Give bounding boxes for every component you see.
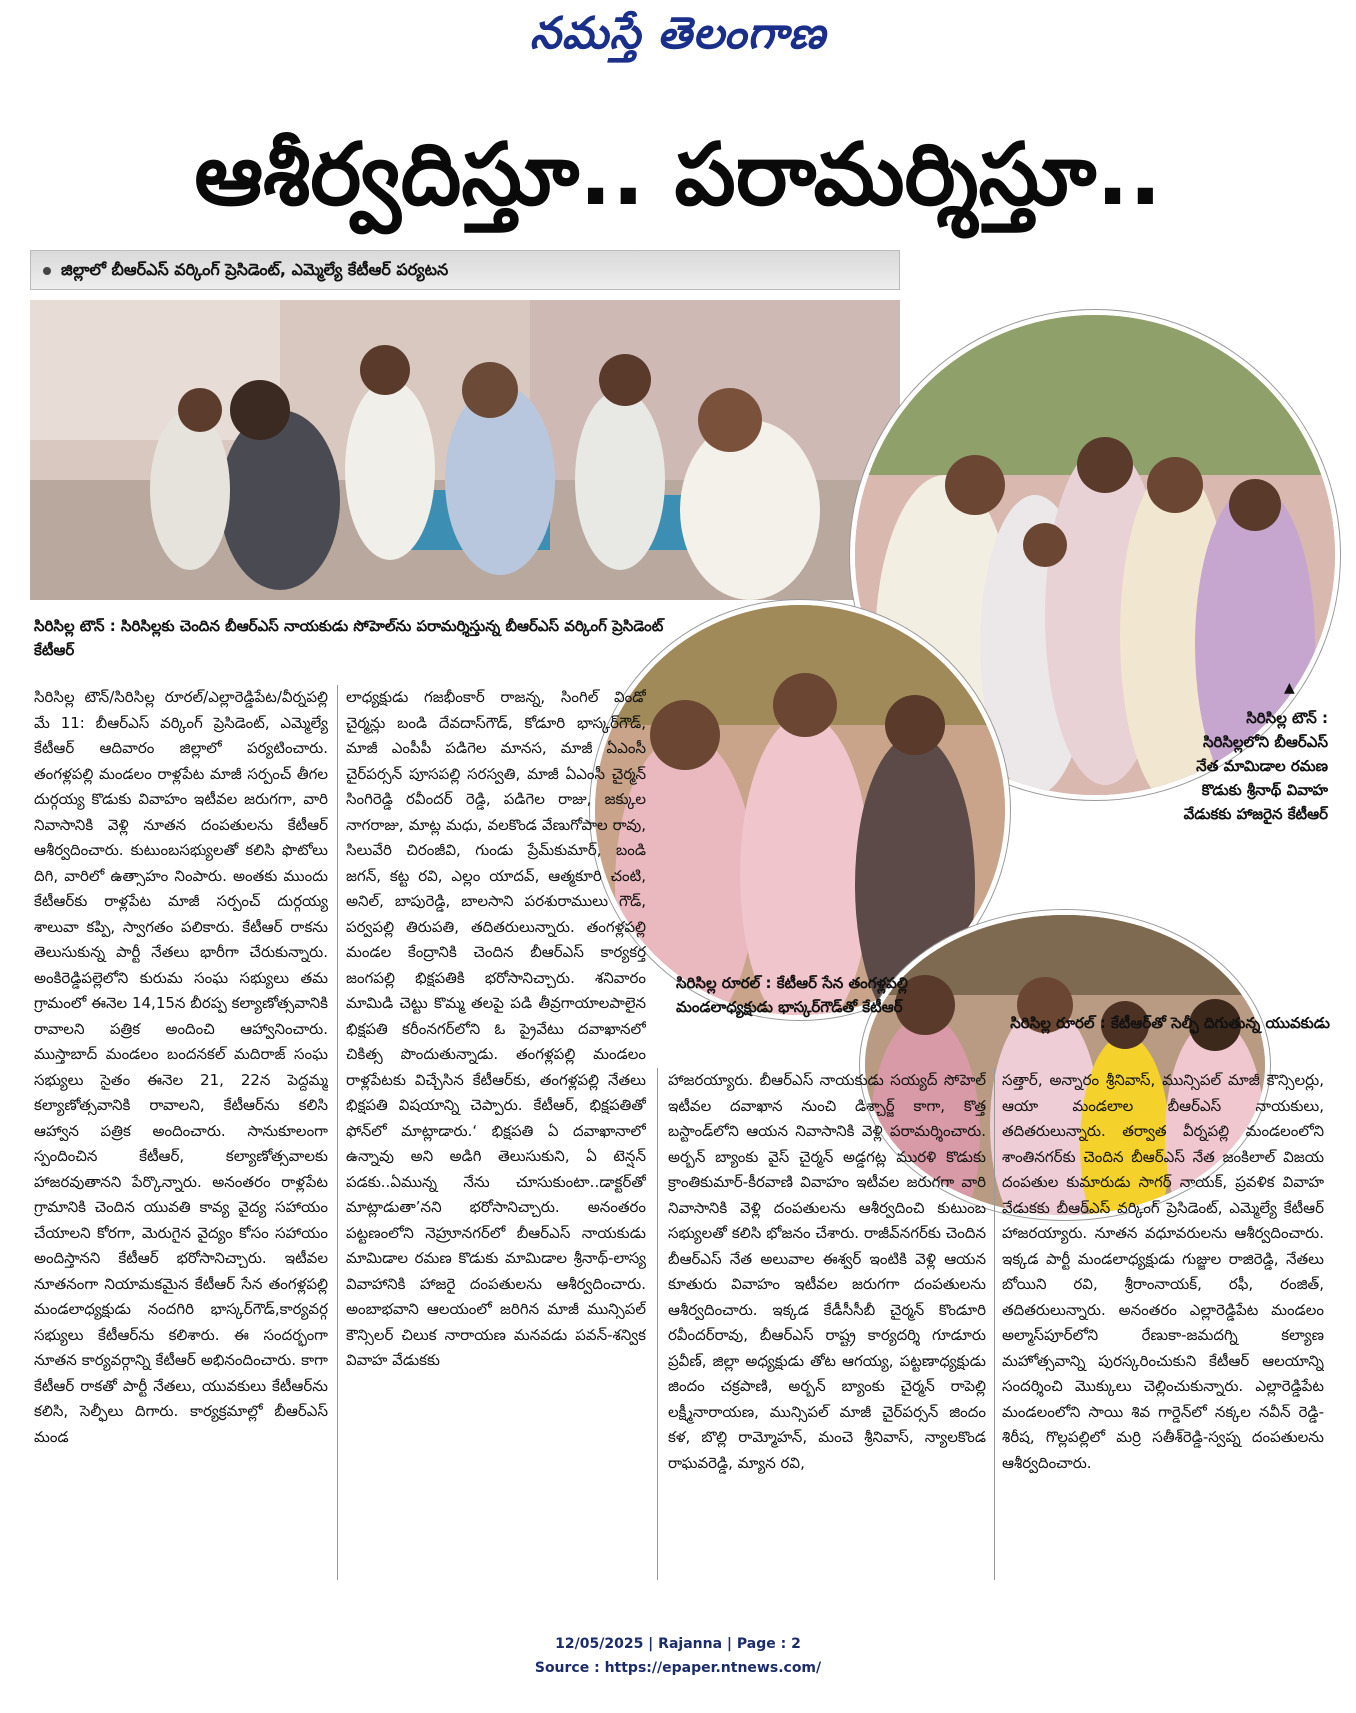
wedding-photo-caption: సిరిసిల్ల టౌన్ : సిరిసిల్లలోని బీఆర్ఎస్ నేత మామిడాల రమణ కొడుకు శ్రీనాథ్ వివాహ వేడుకకు హాజరైన కేటీఆర్ (1183, 709, 1328, 823)
article-column-4: సత్తార్, అన్నారం శ్రీనివాస్, మున్సిపల్ మాజీ కౌన్సిలర్లు, ఆయా మండలాల బీఆర్ఎస్ నాయకులు, తదితరులున్నారు. తర్వాత వీర్నపల్లి మండలంలోని శాంతినగర్‌కు చెందిన బీఆర్ఎస్ నేత జంకిలాల్ విజయ దంపతుల కుమారుడు సాగర్ నాయక్, ప్రవళిక వివాహ వేడుకకు బీఆర్ఎస్ వర్కింగ్ ప్రెసిడెంట్, ఎమ్మెల్యే కేటీఆర్ హాజరయ్యారు. నూతన వధూవరులను ఆశీర్వదించారు. ఇక్కడ పార్టీ మండలాధ్యక్షుడు గుజ్జుల రాజిరెడ్డి, నేతలు బోయిని రవి, శ్రీరాంనాయక్, రఫీ, రంజిత్, తదితరులున్నారు. అనంతరం ఎల్లారెడ్డిపేట మండలం అల్మాస్‌పూర్‌లోని రేణుకా-జమదగ్ని కల్యాణ మహోత్సవాన్ని పురస్కరించుకుని కేటీఆర్ ఆలయాన్ని సందర్శించి మొక్కులు చెల్లించుకున్నారు. ఎల్లారెడ్డిపేట మండలంలోని సాయి శివ గార్డెన్‌లో నక్కల నవీన్ రెడ్డి-శిరీష, గొల్లపల్లిలో మర్రి సతీశ్‌రెడ్డి-స్వప్న దంపతులను ఆశీర్వదించారు. (1002, 1071, 1324, 1472)
handshake-photo-caption: సిరిసిల్ల రూరల్ : కేటీఆర్ సేన తంగళ్లపల్లి మండలాధ్యక్షుడు భాస్కర్‌గౌడ్‌తో కేటీఆర్ (676, 974, 908, 1016)
footer-source: Source : https://epaper.ntnews.com/ (534, 1660, 822, 1676)
column-divider (657, 1068, 658, 1580)
subheadline-bar (30, 250, 900, 290)
newspaper-masthead: నమస్తే తెలంగాణ (529, 8, 827, 59)
article-column-2: లాధ్యక్షుడు గజభీంకార్ రాజన్న, సింగిల్ విండో చైర్మన్లు బండి దేవదాస్‌గౌడ్, కోడూరి భాస్కర్‌గౌడ్, మాజీ ఎంపీపీ పడిగెల మానస, మాజీ ఏఎంసీ చైర్‌పర్సన్ పూసపల్లి సరస్వతి, మాజీ ఏఎంసీ చైర్మన్ సింగిరెడ్డి రవీందర్ రెడ్డి, పడిగెల రాజు, జక్కుల నాగరాజు, మాట్ల మధు, వలకొండ వేణుగోపాల రావు, సిలువేరి చిరంజీవి, గుండు ప్రేమ్‌కుమార్, బండి జగన్, కట్ట రవి, ఎల్లం యాదవ్, ఆత్మకూరి చంటి, అనిల్, బాపురెడ్డి, బాలసాని పరశురాములు గౌడ్, పర్వపల్లి తిరుపతి, తదితరులున్నారు. తంగళ్లపల్లి మండల కేంద్రానికి చెందిన బీఆర్ఎస్ కార్యకర్త జంగపల్లి భిక్షపతికి భరోసానిచ్చారు. శనివారం మామిడి చెట్టు కొమ్మ తలపై పడి తీవ్రగాయాలపాలైన భిక్షపతి కరీంనగర్‌లోని ఓ ప్రైవేటు దవాఖానలో చికిత్స పొందుతున్నాడు. తంగళ్లపల్లి మండలం రాళ్లపేటకు విచ్చేసిన కేటీఆర్‌కు, తంగళ్లపల్లి నేతలు భిక్షపతి విషయాన్ని చెప్పారు. కేటీఆర్, భిక్షపతితో ఫోన్‌లో మాట్లాడారు.‘ భిక్షపతి ఏ దవాఖానాలో ఉన్నావు అని అడిగి తెలుసుకుని, ఏ టెన్షన్ పడకు..ఏమున్న నేను చూసుకుంటా..డాక్టర్‌తో మాట్లాడుతా’నని భరోసానిచ్చారు. అనంతరం పట్టణంలోని నెహ్రూనగర్‌లో బీఆర్ఎస్ నాయకుడు మామిడాల రమణ కొడుకు మామిడాల శ్రీనాథ్-లాస్య వివాహానికి హాజరై దంపతులను ఆశీర్వదించారు. అంబాభవాని ఆలయంలో జరిగిన మాజీ మున్సిపల్ కౌన్సిలర్ చిలుక నారాయణ మనవడు పవన్-శన్విక వివాహ వేడుకకు (346, 688, 646, 1369)
main-photo (30, 300, 900, 600)
column-divider (994, 1068, 995, 1580)
footer-date-edition: 12/05/2025 | Rajanna | Page : 2 (555, 1636, 801, 1652)
bullet-icon (43, 267, 51, 275)
headline: ఆశీర్వదిస్తూ.. పరామర్శిస్తూ.. (194, 125, 1162, 225)
selfie-photo-caption: సిరిసిల్ల రూరల్ : కేటీఆర్‌తో సెల్ఫీ దిగుతున్న యువకుడు (1010, 1014, 1330, 1032)
subheadline-text: జిల్లాలో బీఆర్ఎస్ వర్కింగ్ ప్రెసిడెంట్, ఎమ్మెల్యే కేటీఆర్ పర్యటన (61, 260, 449, 279)
column-divider (337, 685, 338, 1580)
article-column-1: సిరిసిల్ల టౌన్/సిరిసిల్ల రూరల్/ఎల్లారెడ్డిపేట/వీర్నపల్లి మే 11: బీఆర్ఎస్ వర్కింగ్ ప్రెసిడెంట్, ఎమ్మెల్యే కేటీఆర్ ఆదివారం జిల్లాలో పర్యటించారు. తంగళ్లపల్లి మండలం రాళ్లపేట మాజీ సర్పంచ్ తీగల దుర్గయ్య కొడుకు వివాహం ఇటీవల జరుగగా, వారి నివాసానికి వెళ్లి నూతన దంపతులను కేటీఆర్ ఆశీర్వదించారు. కుటుంబసభ్యులతో కలిసి ఫొటోలు దిగి, వారిలో ఉత్సాహం నింపారు. అంతకు ముందు కేటీఆర్‌కు రాళ్లపేట మాజీ సర్పంచ్ దుర్గయ్య శాలువా కప్పి, స్వాగతం పలికారు. కేటీఆర్ రాకను తెలుసుకున్న పార్టీ నేతలు భారీగా చేరుకున్నారు. అంకిరెడ్డిపల్లెలోని కురుమ సంఘ సభ్యులు తమ గ్రామంలో ఈనెల 14,15న బీరప్ప కల్యాణోత్సవానికి రావాలని పత్రిక అందించి ఆహ్వానించారు. ముస్తాబాద్ మండలం బందనకల్ మదిరాజ్ సంఘ సభ్యులు సైతం ఈనెల 21, 22న పెద్దమ్మ కల్యాణోత్సవానికి రావాలని, కేటీఆర్‌ను కలిసి ఆహ్వాన పత్రిక అందించారు. సానుకూలంగా స్పందించిన కేటీఆర్, కల్యాణోత్సవాలకు హాజరవుతానని పేర్కొన్నారు. అనంతరం రాళ్లపేట గ్రామానికి చెందిన యువతి కావ్య వైద్య సహాయం చేయాలని కోరగా, మెరుగైన వైద్యం కోసం సహాయం అందిస్తానని కేటీఆర్ భరోసానిచ్చారు. ఇటీవల నూతనంగా నియామకమైన కేటీఆర్ సేన తంగళ్లపల్లి మండలాధ్యక్షుడు నందగిరి భాస్కర్‌గౌడ్,కార్యవర్గ సభ్యులు కేటీఆర్‌ను కలిశారు. ఈ సందర్భంగా నూతన కార్యవర్గాన్ని కేటీఆర్ అభినందించారు. కాగా కేటీఆర్ రాకతో పార్టీ నేతలు, యువకులు కేటీఆర్‌ను కలిసి, సెల్ఫీలు దిగారు. కార్యక్రమాల్లో బీఆర్ఎస్ మండ (34, 688, 328, 1446)
main-photo-caption: సిరిసిల్ల టౌన్ : సిరిసిల్లకు చెందిన బీఆర్ఎస్ నాయకుడు సోహెల్‌ను పరామర్శిస్తున్న బీఆర్ఎస్ వర్కింగ్ ప్రెసిడెంట్ కేటీఆర్ (34, 617, 664, 659)
article-column-3: హాజరయ్యారు. బీఆర్ఎస్ నాయకుడు సయ్యద్ సోహెల్ ఇటీవల దవాఖాన నుంచి డిశ్చార్జ్ కాగా, కొత్త బస్టాండ్‌లోని ఆయన నివాసానికి వెళ్లి పరామర్శించారు. అర్బన్ బ్యాంకు వైస్ చైర్మన్ అడ్డగట్ల మురళి కొడుకు క్రాంతికుమార్-కీరవాణి వివాహం ఇటీవల జరుగగా వారి నివాసానికి వెళ్లి దంపతులను ఆశీర్వదించి కుటుంబ సభ్యులతో కలిసి భోజనం చేశారు. రాజీవ్‌నగర్‌కు చెందిన బీఆర్ఎస్ నేత అలువాల ఈశ్వర్ ఇంటికి వెళ్లి ఆయన కూతురు వివాహం ఇటీవల జరుగగా దంపతులను ఆశీర్వదించారు. ఇక్కడ కేడీసీసీబీ చైర్మన్ కొండూరి రవీందర్‌రావు, బీఆర్ఎస్ రాష్ట్ర కార్యదర్శి గూడూరు ప్రవీణ్, జిల్లా అధ్యక్షుడు తోట ఆగయ్య, పట్టణాధ్యక్షుడు జిందం చక్రపాణి, అర్బన్ బ్యాంకు చైర్మన్ రాపెల్లి లక్ష్మీనారాయణ, మున్సిపల్ మాజీ చైర్‌పర్సన్ జిందం కళ, బొల్లి రామ్మోహన్, మంచె శ్రీనివాస్, న్యాలకొండ రాఘవరెడ్డి, మ్యాన రవి, (668, 1071, 986, 1472)
up-arrow-icon: ▲ (1284, 680, 1295, 696)
